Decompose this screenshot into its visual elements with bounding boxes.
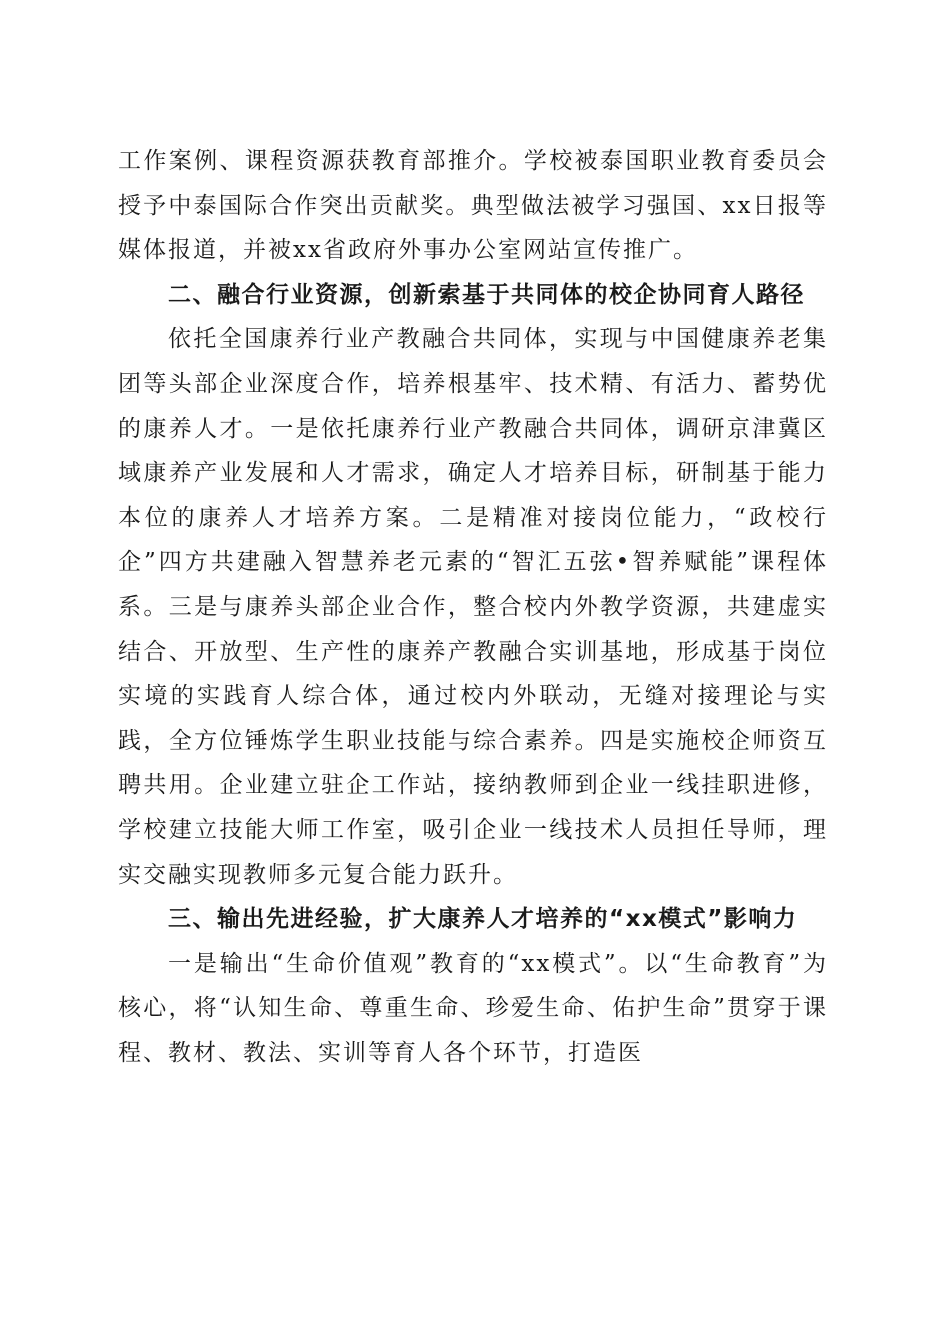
section-heading-2: 二、融合行业资源，创新索基于共同体的校企协同育人路径 xyxy=(168,281,805,308)
paragraph-continuation: 工作案例、课程资源获教育部推介。学校被泰国职业教育委员会授予中泰国际合作突出贡献奖。典型做法被学习强国、xx日报等媒体报道，并被xx省政府外事办公室网站宣传推广。 xyxy=(118,148,828,264)
document-body xyxy=(118,139,828,1075)
paragraph-section-2: 依托全国康养行业产教融合共同体，实现与中国健康养老集团等头部企业深度合作，培养根基牢、技术精、有活力、蓄势优的康养人才。一是依托康养行业产教融合共同体，调研京津冀区域康养产业发展和人才需求，确定人才培养目标，研制基于能力本位的康养人才培养方案。二是精准对接岗位能力，“政校行企”四方共建融入智慧养老元素的“智汇五弦•智养赋能”课程体系。三是与康养头部企业合作，整合校内外教学资源，共建虚实结合、开放型、生产性的康养产教融合实训基地，形成基于岗位实境的实践育人综合体，通过校内外联动，无缝对接理论与实践，全方位锤炼学生职业技能与综合素养。四是实施校企师资互聘共用。企业建立驻企工作站，接纳教师到企业一线挂职进修，学校建立技能大师工作室，吸引企业一线技术人员担任导师，理实交融实现教师多元复合能力跃升。 xyxy=(118,326,828,888)
paragraph-section-3: 一是输出“生命价值观”教育的“xx模式”。以“生命教育”为核心，将“认知生命、尊重生命、珍爱生命、佑护生命”贯穿于课程、教材、教法、实训等育人各个环节，打造医 xyxy=(118,950,828,1066)
section-heading-3: 三、输出先进经验，扩大康养人才培养的“xx模式”影响力 xyxy=(168,906,798,933)
